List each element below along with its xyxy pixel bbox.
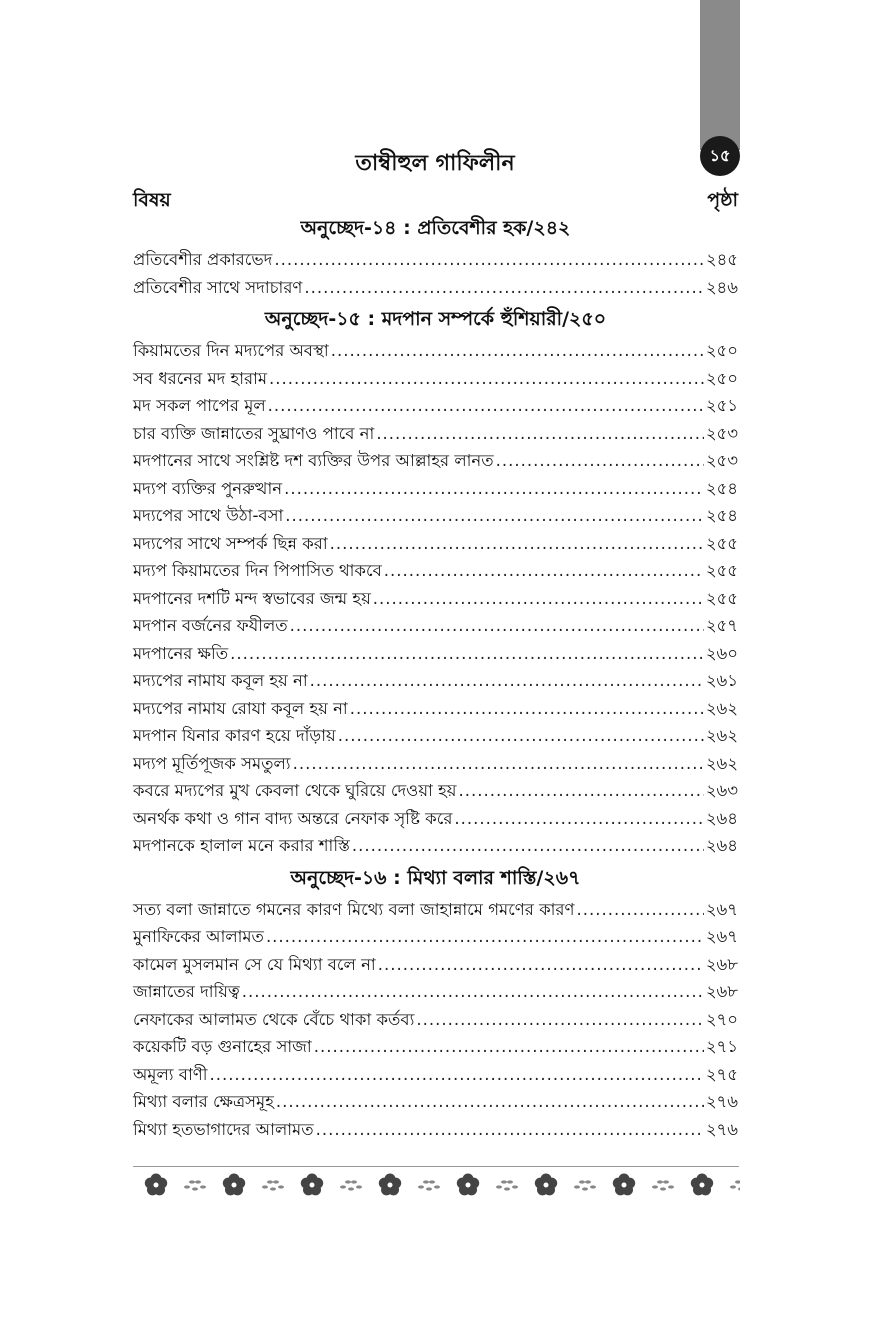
toc-entry <box>133 978 738 1006</box>
toc-entry-title: অনর্থক কথা ও গান বাদ্য অন্তরে নেফাক সৃষ্টি করে <box>133 808 453 828</box>
toc-entry <box>133 337 738 365</box>
toc-entry-title: নেফাকের আলামত থেকে বেঁচে থাকা কর্তব্য <box>133 1009 415 1029</box>
toc-entry-title: অমূল্য বাণী <box>133 1064 208 1084</box>
toc-entry-page: ২৫৫ <box>705 533 738 553</box>
toc-entry-page: ২৪৬ <box>705 277 738 297</box>
dot-leader <box>338 722 704 750</box>
toc-entry-page: ২৫৪ <box>705 478 738 498</box>
toc-entry-page: ২৭৬ <box>705 1119 738 1139</box>
dot-leader <box>331 337 704 365</box>
toc-entry-title: কয়েকটি বড় গুনাহের সাজা <box>133 1037 312 1056</box>
toc-entry-title: জান্নাতের দায়িত্ব <box>133 982 240 1001</box>
leaf-sprig-icon <box>184 1180 206 1190</box>
column-header-subject: বিষয় <box>133 189 171 211</box>
flower-icon <box>145 1174 167 1196</box>
dot-leader <box>378 951 704 979</box>
toc-entry-title: চার ব্যক্তি জান্নাতের সুঘ্রাণও পাবে না <box>133 423 375 443</box>
toc-entry <box>133 832 738 860</box>
dot-leader <box>352 832 704 860</box>
section-heading: অনুচ্ছেদ-১৪ : প্রতিবেশীর হক/২৪২ <box>300 217 571 239</box>
toc-entry-title: মিথ্যা বলার ক্ষেত্রসমূহ <box>133 1092 274 1111</box>
table-of-contents <box>133 214 738 1143</box>
dot-leader <box>310 667 704 695</box>
toc-entry-page: ২৬২ <box>705 726 738 745</box>
toc-entry <box>133 640 738 668</box>
toc-entry <box>133 530 738 558</box>
toc-entry-page: ২৫৫ <box>705 588 738 608</box>
toc-entry-page: ২৫১ <box>705 396 738 415</box>
dot-leader <box>458 777 703 805</box>
toc-entry-title: কিয়ামতের দিন মদ্যপের অবস্থা <box>133 341 329 360</box>
dot-leader <box>230 640 704 668</box>
flower-icon <box>613 1174 635 1196</box>
toc-entry-page: ২৬৭ <box>705 927 738 946</box>
dot-leader <box>350 695 704 723</box>
dot-leader <box>209 1061 703 1089</box>
toc-entry-page: ২৫৭ <box>705 616 738 635</box>
toc-entry-title: মদ্যপের নামায রোযা কবূল হয় না <box>133 698 348 718</box>
leaf-sprig-icon <box>340 1180 362 1190</box>
toc-entry <box>133 447 738 475</box>
toc-entry-page: ২৬২ <box>705 753 738 773</box>
dot-leader <box>373 585 704 613</box>
toc-entry <box>133 392 738 420</box>
toc-entry-page: ২৫০ <box>705 341 738 360</box>
toc-entry-title: প্রতিবেশীর প্রকারভেদ <box>133 250 273 269</box>
page-tab-strip <box>700 0 740 150</box>
toc-entry-page: ২৬২ <box>705 698 738 718</box>
toc-entry <box>133 475 738 503</box>
flower-icon <box>301 1174 323 1196</box>
toc-entry-title: মদ্যপের সাথে উঠা-বসা <box>133 506 284 525</box>
toc-entry <box>133 951 738 979</box>
dot-leader <box>269 365 704 393</box>
toc-entry <box>133 923 738 951</box>
toc-entry <box>133 612 738 640</box>
toc-entry-title: সব ধরনের মদ হারাম <box>133 368 268 388</box>
dot-leader <box>274 246 703 274</box>
toc-entry-page: ২৬৩ <box>705 781 738 800</box>
toc-entry <box>133 585 738 613</box>
dot-leader <box>416 1006 703 1034</box>
toc-entry-title: মিথ্যা হতভাগাদের আলামত <box>133 1119 314 1139</box>
toc-entry-title: মদ্যপের নামায কবূল হয় না <box>133 671 308 690</box>
dot-leader <box>285 502 704 530</box>
toc-entry-page: ২৬০ <box>705 643 738 663</box>
toc-entry-title: প্রতিবেশীর সাথে সদাচারণ <box>133 277 303 297</box>
toc-entry-title: মদ্যপ কিয়ামতের দিন পিপাসিত থাকবে <box>133 561 382 580</box>
toc-entry <box>133 1006 738 1034</box>
dot-leader <box>376 420 704 448</box>
section-heading: অনুচ্ছেদ-১৫ : মদপান সম্পর্কে হুঁশিয়ারী/২৫০ <box>264 308 607 330</box>
toc-entry-title: মদপান বর্জনের ফযীলত <box>133 616 288 635</box>
dot-leader <box>268 392 704 420</box>
toc-entry <box>133 777 738 805</box>
flower-icon <box>457 1174 479 1196</box>
toc-entry-title: মদপান যিনার কারণ হয়ে দাঁড়ায় <box>133 726 336 745</box>
toc-entry-page: ২৭৫ <box>705 1064 738 1084</box>
dot-leader <box>284 475 704 503</box>
toc-entry-page: ২৪৫ <box>705 250 738 269</box>
dot-leader <box>496 447 704 475</box>
column-header-page: পৃষ্ঠা <box>707 189 738 211</box>
toc-entry <box>133 695 738 723</box>
toc-entry-page: ২৭০ <box>705 1009 738 1029</box>
toc-entry <box>133 805 738 833</box>
toc-entry-page: ২৫৩ <box>705 423 738 443</box>
toc-entry <box>133 557 738 585</box>
dot-leader <box>276 1088 704 1116</box>
flower-icon <box>223 1174 245 1196</box>
toc-entry-title: মদপানের দশটি মন্দ স্বভাবের জন্ম হয় <box>133 588 371 608</box>
dot-leader <box>384 557 704 585</box>
toc-entry-title: কবরে মদ্যপের মুখ কেবলা থেকে ঘুরিয়ে দেওয়া হয় <box>133 781 457 800</box>
toc-entry <box>133 246 738 274</box>
toc-entry <box>133 502 738 530</box>
toc-entry-title: মুনাফিকের আলামত <box>133 927 264 946</box>
toc-entry-title: সত্য বলা জান্নাতে গমনের কারণ মিথ্যে বলা জাহান্নামে গমণের কারণ <box>133 899 575 919</box>
flower-icon <box>691 1174 713 1196</box>
dot-leader <box>454 805 703 833</box>
leaf-sprig-icon <box>574 1180 596 1190</box>
toc-entry-page: ২৭৬ <box>705 1092 738 1111</box>
toc-entry-title: মদ্যপ ব্যক্তির পুনরুত্থান <box>133 478 283 498</box>
dot-leader <box>316 1116 704 1144</box>
toc-entry-page: ২৬৮ <box>705 954 738 974</box>
toc-entry <box>133 722 738 750</box>
toc-entry-page: ২৬৪ <box>705 808 738 828</box>
dot-leader <box>266 923 704 951</box>
leaf-sprig-icon <box>496 1180 518 1190</box>
toc-entry-page: ২৬৮ <box>705 982 738 1001</box>
toc-entry-title: মদপানকে হালাল মনে করার শাস্তি <box>133 836 350 855</box>
dot-leader <box>304 274 703 302</box>
toc-entry-title: মদপানের ক্ষতি <box>133 643 229 663</box>
toc-entry-page: ২৬৭ <box>705 899 738 919</box>
page-number-badge: ১৫ <box>700 136 740 176</box>
toc-entry <box>133 1116 738 1144</box>
toc-entry <box>133 896 738 924</box>
toc-entry-title: মদ্যপের সাথে সম্পর্ক ছিন্ন করা <box>133 533 328 553</box>
toc-entry <box>133 420 738 448</box>
toc-entry-title: কামেল মুসলমান সে যে মিথ্যা বলে না <box>133 954 376 974</box>
book-title: তাম্বীহুল গাফিলীন <box>355 151 515 176</box>
toc-entry <box>133 750 738 778</box>
toc-entry-page: ২৬৪ <box>705 836 738 855</box>
flower-icon <box>535 1174 557 1196</box>
toc-entry-title: মদ্যপ মূর্তিপূজক সমতুল্য <box>133 753 291 773</box>
dot-leader <box>293 750 704 778</box>
toc-entry-page: ২৬১ <box>705 671 738 690</box>
toc-entry-page: ২৫৫ <box>705 561 738 580</box>
toc-entry-title: মদ সকল পাপের মূল <box>133 396 266 415</box>
footer-divider <box>133 1166 739 1167</box>
toc-entry-page: ২৫৩ <box>705 451 738 470</box>
toc-entry <box>133 1033 738 1061</box>
dot-leader <box>330 530 704 558</box>
leaf-sprig-icon <box>652 1180 674 1190</box>
dot-leader <box>242 978 704 1006</box>
leaf-sprig-icon <box>262 1180 284 1190</box>
toc-entry <box>133 1088 738 1116</box>
toc-entry-page: ২৫৪ <box>705 506 738 525</box>
toc-entry-page: ২৫০ <box>705 368 738 388</box>
leaf-sprig-icon <box>418 1180 440 1190</box>
toc-entry <box>133 1061 738 1089</box>
toc-entry <box>133 667 738 695</box>
toc-entry <box>133 365 738 393</box>
toc-entry-page: ২৭১ <box>705 1037 738 1056</box>
leaf-sprig-icon <box>730 1180 740 1190</box>
section-heading: অনুচ্ছেদ-১৬ : মিথ্যা বলার শাস্তি/২৬৭ <box>290 866 581 889</box>
dot-leader <box>577 896 704 924</box>
dot-leader <box>290 612 704 640</box>
toc-entry-title: মদপানের সাথে সংশ্লিষ্ট দশ ব্যক্তির উপর আল্লাহর লানত <box>133 451 494 470</box>
flower-icon <box>379 1174 401 1196</box>
dot-leader <box>314 1033 704 1061</box>
toc-entry <box>133 274 738 302</box>
floral-ornament-border <box>128 1170 740 1200</box>
